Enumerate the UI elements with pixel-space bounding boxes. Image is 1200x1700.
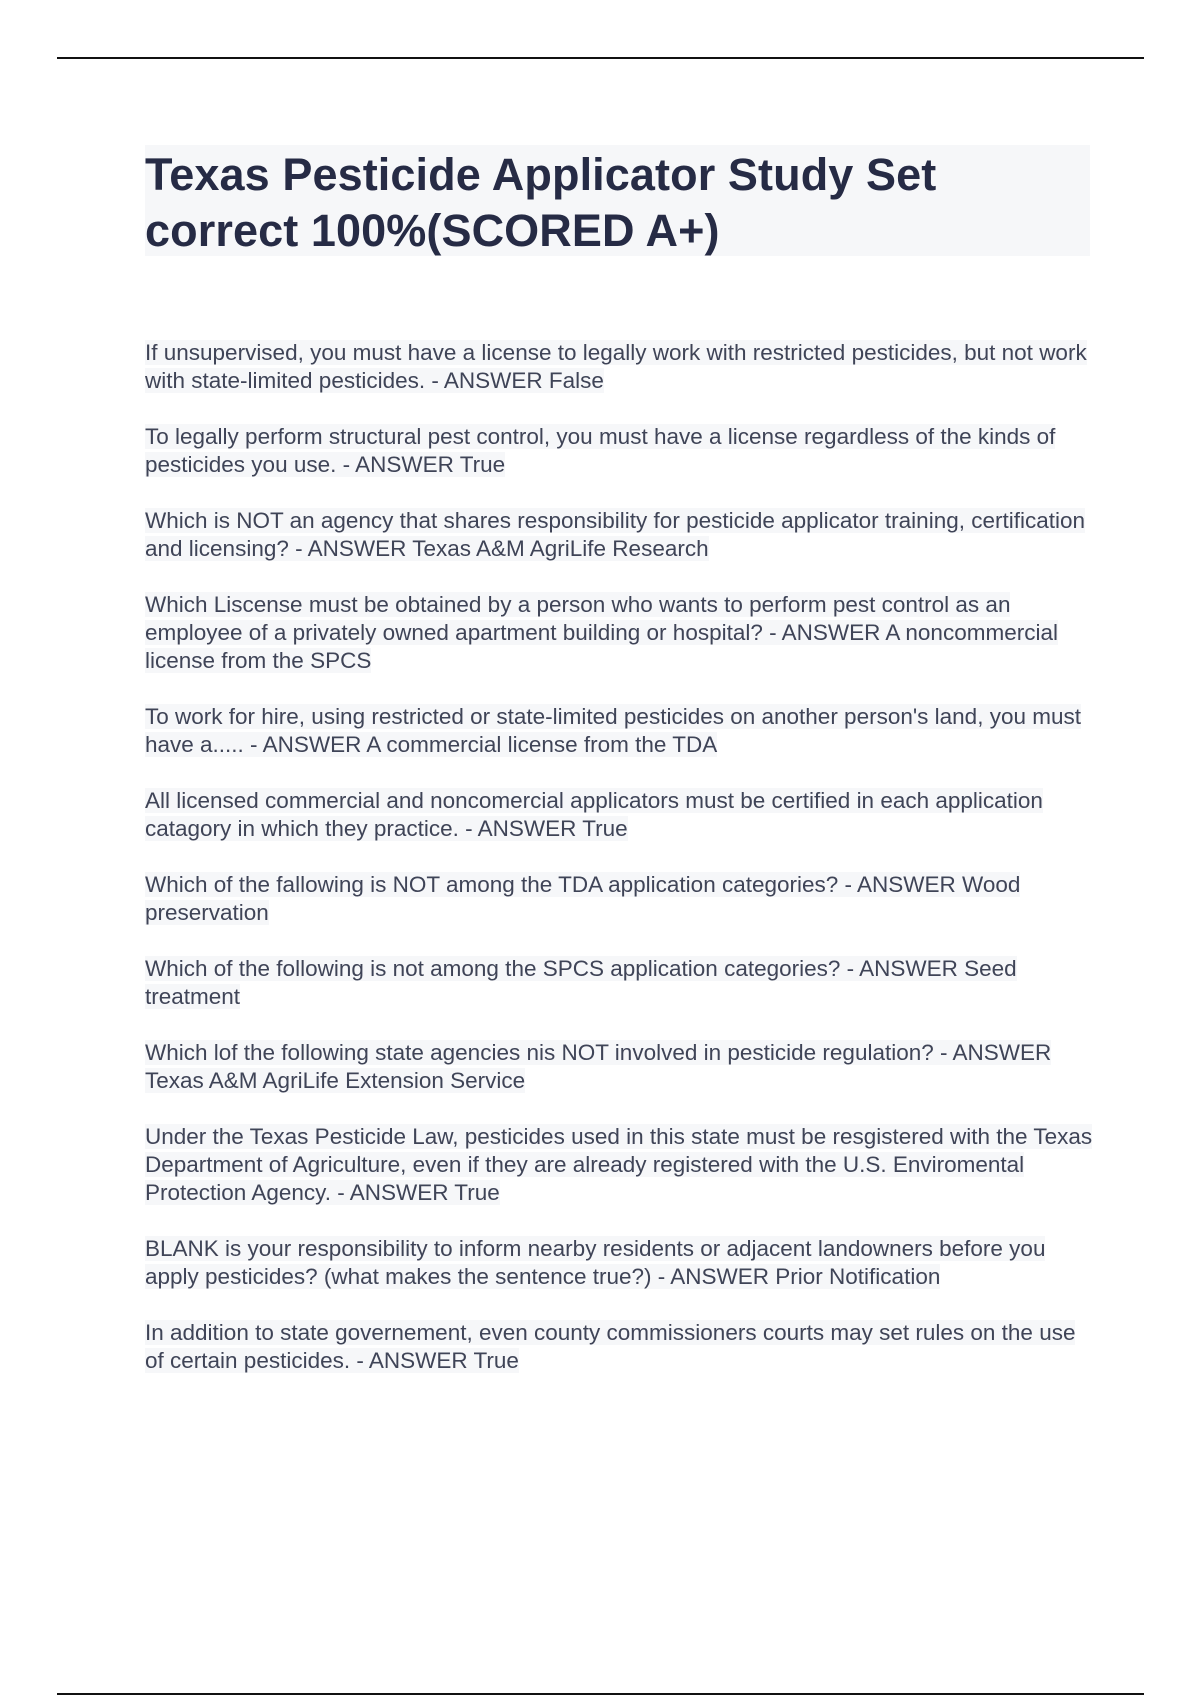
qa-item [145, 955, 1100, 1011]
qa-list [145, 339, 1100, 1403]
qa-item [145, 1123, 1100, 1207]
qa-item [145, 871, 1100, 927]
qa-text: To work for hire, using restricted or state-limited pesticides on another person's land, you must have a..... - ANSWER A commercial license from the TDA [145, 704, 1081, 757]
document-title: Texas Pesticide Applicator Study Set correct 100%(SCORED A+) [145, 149, 937, 256]
qa-text: Which is NOT an agency that shares responsibility for pesticide applicator training, certification and licensing? - ANSWER Texas A&M AgriLife Research [145, 508, 1086, 561]
qa-text: In addition to state governement, even county commissioners courts may set rules on the use of certain pesticides. - ANSWER True [145, 1320, 1076, 1373]
qa-item [145, 591, 1100, 675]
qa-text: Which of the fallowing is NOT among the TDA application categories? - ANSWER Wood preservation [145, 872, 1021, 925]
qa-text: To legally perform structural pest control, you must have a license regardless of the kinds of pesticides you use. - ANSWER True [145, 424, 1056, 477]
qa-item [145, 1039, 1100, 1095]
qa-text: All licensed commercial and noncomercial applicators must be certified in each application catagory in which they practice. - ANSWER True [145, 788, 1043, 841]
qa-item [145, 507, 1100, 563]
qa-text: Which of the following is not among the SPCS application categories? - ANSWER Seed treatment [145, 956, 1017, 1009]
footer-rule [57, 1693, 1144, 1695]
title-block [145, 145, 1090, 256]
qa-text: Which lof the following state agencies nis NOT involved in pesticide regulation? - ANSWER Texas A&M AgriLife Extension Service [145, 1040, 1052, 1093]
qa-item [145, 703, 1100, 759]
qa-item [145, 339, 1100, 395]
qa-text: If unsupervised, you must have a license to legally work with restricted pesticides, but not work with state-limited pesticides. - ANSWER False [145, 340, 1087, 393]
header-rule [57, 57, 1144, 59]
qa-text: Under the Texas Pesticide Law, pesticides used in this state must be resgistered with the Texas Department of Agriculture, even if they are already registered with the U.S. Enviromental Protection Agency. - ANSWER True [145, 1124, 1093, 1205]
qa-text: BLANK is your responsibility to inform nearby residents or adjacent landowners before you apply pesticides? (what makes the sentence true?) - ANSWER Prior Notification [145, 1236, 1046, 1289]
qa-item [145, 1319, 1100, 1375]
qa-item [145, 423, 1100, 479]
qa-item [145, 787, 1100, 843]
qa-text: Which Liscense must be obtained by a person who wants to perform pest control as an employee of a privately owned apartment building or hospital? - ANSWER A noncommercial license from the SPCS [145, 592, 1058, 673]
qa-item [145, 1235, 1100, 1291]
